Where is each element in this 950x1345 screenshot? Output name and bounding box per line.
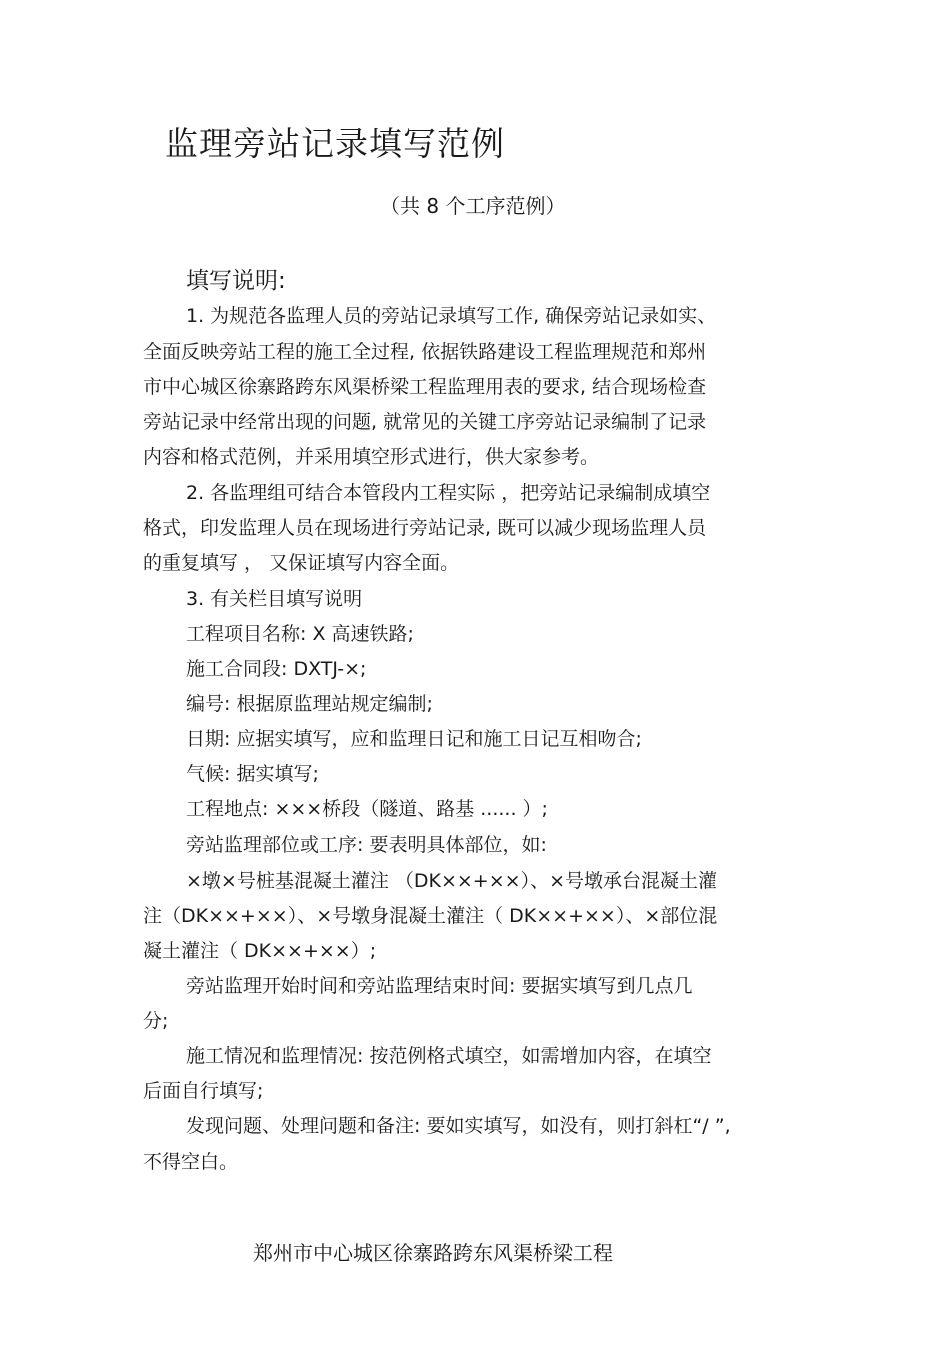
paragraph-line: 分;: [143, 1010, 169, 1032]
paragraph-line: 凝土灌注（ DK××+××）;: [143, 940, 377, 962]
document-title: 监理旁站记录填写范例: [165, 124, 505, 163]
paragraph-line: 旁站记录中经常出现的问题, 就常见的关键工序旁站记录编制了记录: [143, 411, 707, 433]
paragraph-line: 注（DK××+××）、×号墩身混凝土灌注（ DK××+××）、×部位混: [143, 905, 718, 927]
paragraph-line: 工程项目名称: X 高速铁路;: [186, 623, 414, 645]
document-subtitle: （共 8 个工序范例）: [380, 194, 566, 218]
paragraph-line: ×墩×号桩基混凝土灌注 （DK××+××）、×号墩承台混凝土灌: [186, 870, 717, 892]
paragraph-line: 日期: 应据实填写，应和监理日记和施工日记互相吻合;: [186, 728, 642, 750]
paragraph-line: 工程地点: ×××桥段（隧道、路基 ...... ）;: [186, 798, 548, 820]
paragraph-line: 旁站监理部位或工序: 要表明具体部位，如:: [186, 834, 547, 856]
paragraph-line: 后面自行填写;: [143, 1080, 264, 1102]
paragraph-line: 编号: 根据原监理站规定编制;: [186, 693, 433, 715]
section-heading: 填写说明:: [186, 268, 286, 294]
paragraph-line: 的重复填写 ， 又保证填写内容全面。: [143, 552, 460, 574]
document-footer: 郑州市中心城区徐寨路跨东风渠桥梁工程: [253, 1241, 613, 1265]
paragraph-line: 发现问题、处理问题和备注: 要如实填写，如没有，则打斜杠“/ ”,: [186, 1115, 731, 1137]
paragraph-line: 施工合同段: DXTJ-×;: [186, 658, 367, 680]
paragraph-line: 2. 各监理组可结合本管段内工程实际 ，把旁站记录编制成填空: [186, 482, 711, 504]
paragraph-line: 旁站监理开始时间和旁站监理结束时间: 要据实填写到几点几: [186, 975, 693, 997]
paragraph-line: 全面反映旁站工程的施工全过程, 依据铁路建设工程监理规范和郑州: [143, 341, 707, 363]
paragraph-line: 格式，印发监理人员在现场进行旁站记录, 既可以减少现场监理人员: [143, 517, 707, 539]
paragraph-line: 不得空白。: [143, 1151, 239, 1173]
paragraph-line: 市中心城区徐寨路跨东风渠桥梁工程监理用表的要求, 结合现场检查: [143, 376, 707, 398]
paragraph-line: 内容和格式范例，并采用填空形式进行，供大家参考。: [143, 446, 600, 468]
paragraph-line: 气候: 据实填写;: [186, 763, 319, 785]
paragraph-line: 1. 为规范各监理人员的旁站记录填写工作, 确保旁站记录如实、: [186, 305, 717, 327]
paragraph-line: 施工情况和监理情况: 按范例格式填空，如需增加内容，在填空: [186, 1045, 712, 1067]
paragraph-line: 3. 有关栏目填写说明: [186, 588, 363, 610]
